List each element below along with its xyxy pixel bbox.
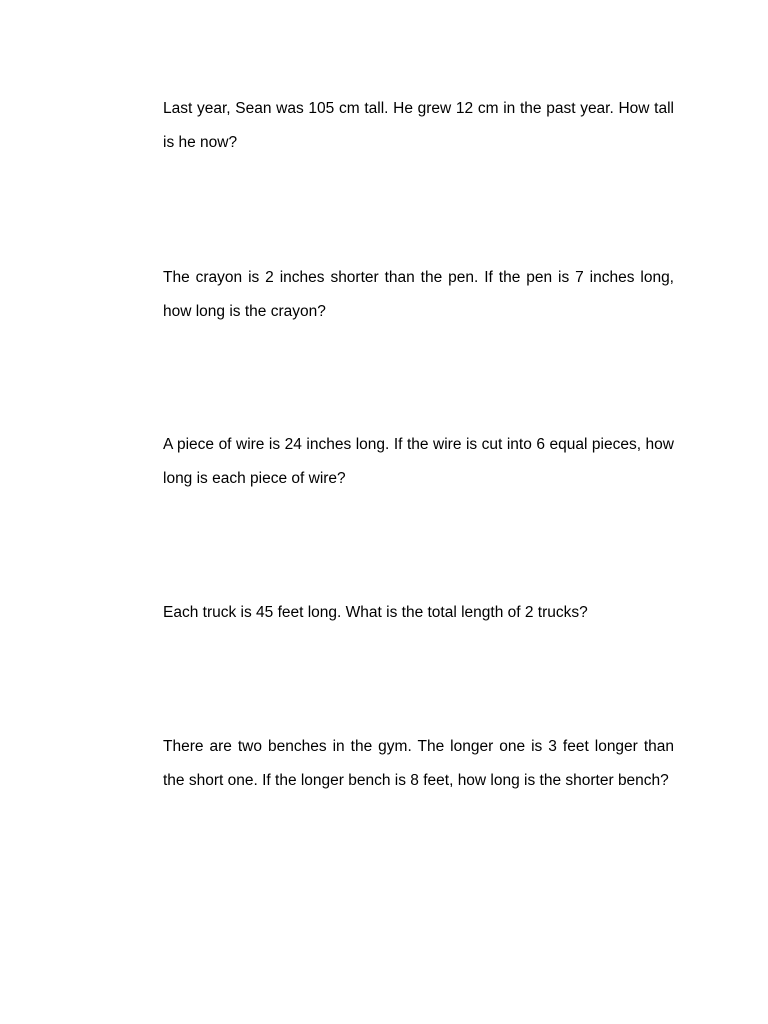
word-problem-4: Each truck is 45 feet long. What is the total length of 2 trucks? xyxy=(163,604,588,621)
word-problem-3: A piece of wire is 24 inches long. If the wire is cut into 6 equal pieces, how long is each piece of wire? xyxy=(163,436,674,487)
word-problem-2: The crayon is 2 inches shorter than the pen. If the pen is 7 inches long, how long is the crayon? xyxy=(163,269,674,320)
word-problem-5: There are two benches in the gym. The longer one is 3 feet longer than the short one. If the longer bench is 8 feet, how long is the shorter bench? xyxy=(163,738,674,789)
word-problem-1: Last year, Sean was 105 cm tall. He grew 12 cm in the past year. How tall is he now? xyxy=(163,100,674,151)
